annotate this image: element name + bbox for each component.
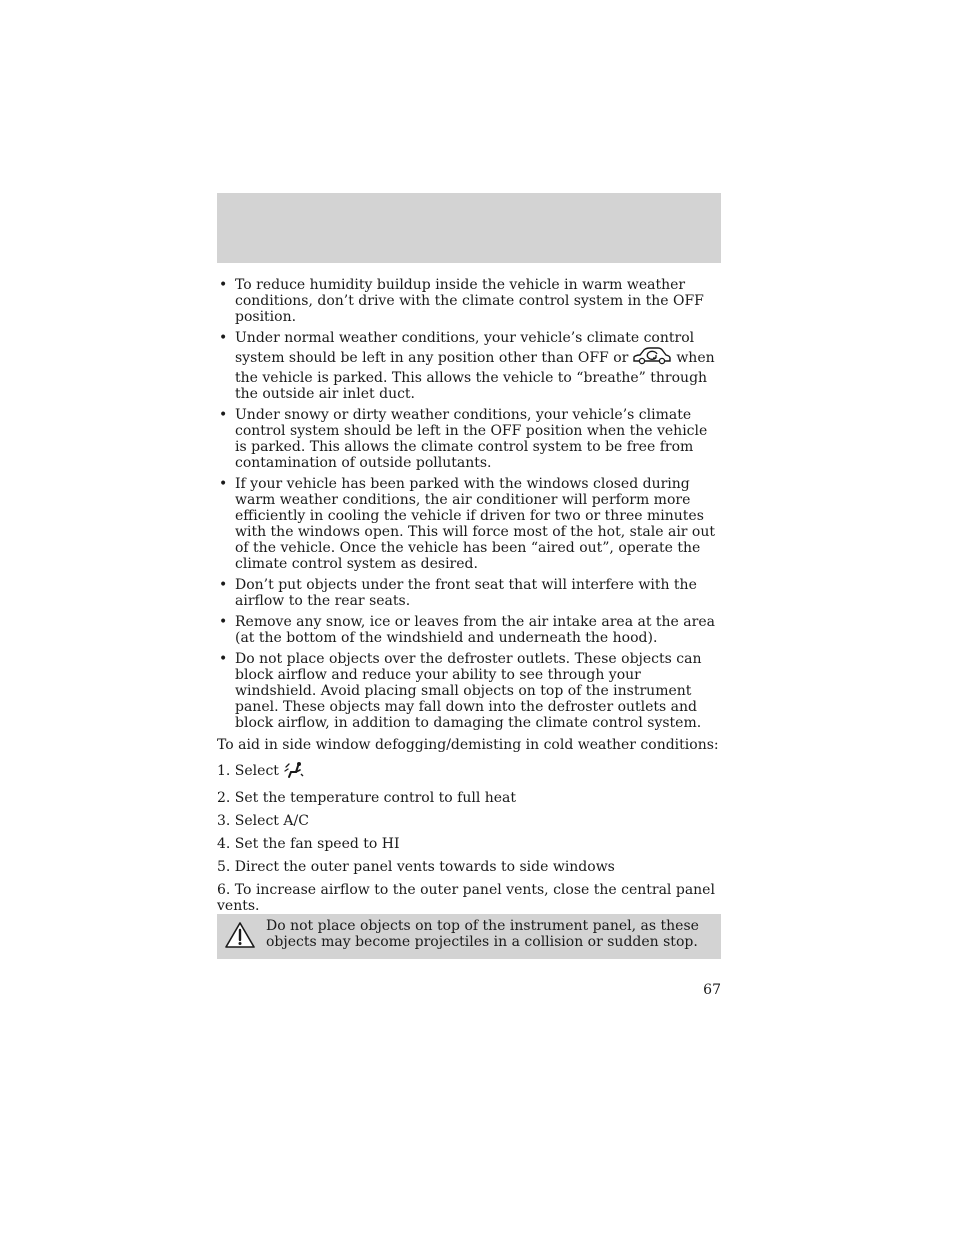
list-item (217, 476, 721, 572)
bullet-dot: • (219, 277, 228, 293)
bullet-dot: • (219, 330, 228, 346)
step-item (217, 813, 721, 829)
list-item (217, 330, 721, 402)
bullet-text: Under normal weather conditions, your vehicle’s climate control system should be left in any position other than OFF or (235, 330, 695, 366)
step-item (217, 790, 721, 806)
list-item (217, 614, 721, 646)
list-item (217, 651, 721, 731)
bullet-list (217, 277, 721, 731)
bullet-dot: • (219, 651, 228, 667)
step-text: 4. Set the fan speed to HI (217, 836, 400, 852)
intro-paragraph: To aid in side window defogging/demisting in cold weather conditions: (217, 737, 719, 753)
bullet-text: If your vehicle has been parked with the windows closed during warm weather conditions, the air conditioner will perform more efficiently in cooling the vehicle if driven for two or three minutes with the windows open. This will force most of the hot, stale air out of the vehicle. Once the vehicle has been “aired out”, operate the climate control system as desired. (235, 476, 716, 572)
step-item (217, 836, 721, 852)
bullet-text: Under snowy or dirty weather conditions, your vehicle’s climate control system should be left in the OFF position when the vehicle is parked. This allows the climate control system to be free from contamination of outside pollutants. (235, 407, 708, 471)
step-text: 3. Select A/C (217, 813, 309, 829)
bullet-dot: • (219, 476, 228, 492)
step-text: 5. Direct the outer panel vents towards to side windows (217, 859, 615, 875)
page-number: 67 (703, 982, 721, 998)
page-content (217, 277, 721, 921)
list-item (217, 407, 721, 471)
step-item (217, 859, 721, 875)
bullet-dot: • (219, 407, 228, 423)
list-item (217, 577, 721, 609)
recirculation-car-icon (632, 346, 672, 370)
step-item (217, 882, 721, 914)
list-item (217, 277, 721, 325)
warning-triangle-icon (224, 921, 256, 953)
warning-box (217, 914, 721, 959)
warning-text: Do not place objects on top of the instrument panel, as these objects may become projectiles in a collision or sudden stop. (266, 918, 699, 950)
step-item (217, 761, 721, 783)
bullet-dot: • (219, 577, 228, 593)
bullet-text: To reduce humidity buildup inside the vehicle in warm weather conditions, don’t drive with the climate control system in the OFF position. (235, 277, 704, 325)
step-text: 2. Set the temperature control to full heat (217, 790, 517, 806)
step-text: 1. Select (217, 763, 279, 779)
bullet-text: Remove any snow, ice or leaves from the air intake area at the area (at the bottom of the windshield and underneath the hood). (235, 614, 715, 646)
floor-defrost-mode-icon (283, 761, 305, 783)
bullet-text-continued: when the vehicle is parked. This allows the vehicle to “breathe” through the outside air inlet duct. (235, 350, 715, 402)
bullet-dot: • (219, 614, 228, 630)
bullet-text: Don’t put objects under the front seat that will interfere with the airflow to the rear seats. (235, 577, 697, 609)
step-text: 6. To increase airflow to the outer panel vents, close the central panel vents. (217, 882, 715, 914)
section-header-band (217, 193, 721, 263)
bullet-text: Do not place objects over the defroster outlets. These objects can block airflow and reduce your ability to see through your windshield. Avoid placing small objects on top of the instrument panel. These objects may fall down into the defroster outlets and block airflow, in addition to damaging the climate control system. (235, 651, 702, 731)
steps-list (217, 761, 721, 914)
